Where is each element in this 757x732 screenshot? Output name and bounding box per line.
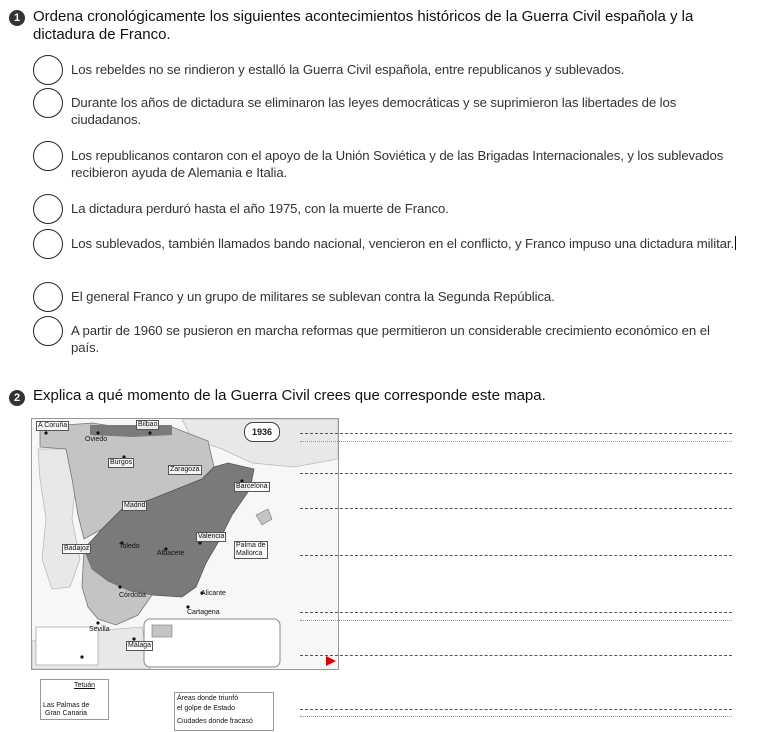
spain-civil-war-map	[31, 418, 339, 670]
question-1-number: 1	[9, 10, 25, 26]
map-year-badge: 1936	[244, 422, 280, 442]
city-valencia: Valencia	[198, 533, 225, 540]
order-circle-4[interactable]	[33, 194, 63, 224]
city-a-coruna: A Coruña	[38, 422, 68, 429]
city-palma-line2: Mallorca	[236, 550, 263, 557]
answer-line-5[interactable]	[300, 612, 732, 613]
answer-line-7[interactable]	[300, 709, 732, 710]
legend-line2: el golpe de Estado	[177, 705, 235, 712]
question-2-text: Explica a qué momento de la Guerra Civil crees que corresponde este mapa.	[33, 387, 546, 404]
question-1-text: Ordena cronológicamente los siguientes acontecimientos históricos de la Guerra Civil española y la dictadura de Franco.	[33, 8, 694, 43]
option-4[interactable]	[33, 194, 733, 234]
option-6-text: El general Franco y un grupo de militares se sublevan contra la Segunda República.	[71, 289, 555, 304]
answer-line-2[interactable]	[300, 473, 732, 474]
city-palma	[234, 541, 268, 559]
answer-line-5-guide	[300, 620, 732, 621]
option-3-text: Los republicanos contaron con el apoyo de la Unión Soviética y de las Brigadas Internacionales, y los sublevados recibieron ayuda de Alemania e Italia.	[71, 148, 724, 180]
option-3[interactable]	[33, 141, 733, 181]
option-1-text: Los rebeldes no se rindieron y estalló la Guerra Civil española, entre republicanos y sublevados.	[71, 62, 625, 77]
answer-line-4[interactable]	[300, 555, 732, 556]
option-5[interactable]	[33, 229, 733, 269]
option-5-text-content: Los sublevados, también llamados bando nacional, vencieron en el conflicto, y Franco impuso una dictadura militar.	[71, 236, 735, 251]
order-circle-2[interactable]	[33, 88, 63, 118]
city-cordoba: Córdoba	[119, 592, 146, 599]
city-albacete: Albacete	[157, 550, 185, 557]
play-marker-icon[interactable]	[326, 656, 336, 666]
balearic-islands	[256, 509, 272, 525]
option-5-text[interactable]	[71, 235, 739, 252]
option-4-text: La dictadura perduró hasta el año 1975, con la muerte de Franco.	[71, 201, 449, 216]
answer-line-1-guide	[300, 441, 732, 442]
question-2-number: 2	[9, 390, 25, 406]
order-circle-6[interactable]	[33, 282, 63, 312]
option-7-text: A partir de 1960 se pusieron en marcha reformas que permitieron un considerable crecimiento económico en el país.	[71, 323, 710, 355]
order-circle-7[interactable]	[33, 316, 63, 346]
order-circle-1[interactable]	[33, 55, 63, 85]
option-7[interactable]	[33, 316, 733, 356]
city-madrid: Madrid	[124, 502, 146, 509]
city-bilbao: Bilbao	[138, 421, 158, 428]
answer-line-6[interactable]	[300, 655, 732, 656]
city-cartagena: Cartagena	[187, 609, 220, 616]
canary-islands-inset	[40, 679, 109, 720]
legend-swatch	[152, 625, 172, 637]
option-2-text: Durante los años de dictadura se eliminaron las leyes democráticas y se suprimieron las libertades de los ciudadanos.	[71, 95, 677, 127]
order-circle-5[interactable]	[33, 229, 63, 259]
city-zaragoza: Zaragoza	[170, 466, 200, 473]
city-palma-line1: Palma de	[236, 542, 266, 549]
map-legend	[174, 692, 274, 731]
legend-line1: Áreas donde triunfó	[177, 695, 239, 702]
option-2[interactable]	[33, 88, 733, 128]
city-tetuan: Tetuán	[74, 682, 96, 689]
city-las-palmas-line1: Las Palmas de	[43, 702, 90, 709]
city-malaga: Málaga	[128, 642, 151, 649]
city-badajoz: Badajoz	[64, 545, 90, 552]
answer-line-3[interactable]	[300, 508, 732, 509]
city-alicante: Alicante	[201, 590, 226, 597]
city-burgos: Burgos	[110, 459, 133, 466]
city-barcelona: Barcelona	[236, 483, 268, 490]
city-toledo: Toledo	[119, 543, 140, 550]
text-cursor	[735, 236, 736, 250]
answer-line-7-guide	[300, 716, 732, 717]
city-oviedo: Oviedo	[85, 436, 108, 443]
city-las-palmas-line2: Gran Canaria	[45, 710, 88, 717]
answer-line-1[interactable]	[300, 433, 732, 434]
order-circle-3[interactable]	[33, 141, 63, 171]
city-sevilla: Sevilla	[89, 626, 110, 633]
legend-line3: Ciudades donde fracasó	[177, 718, 253, 725]
